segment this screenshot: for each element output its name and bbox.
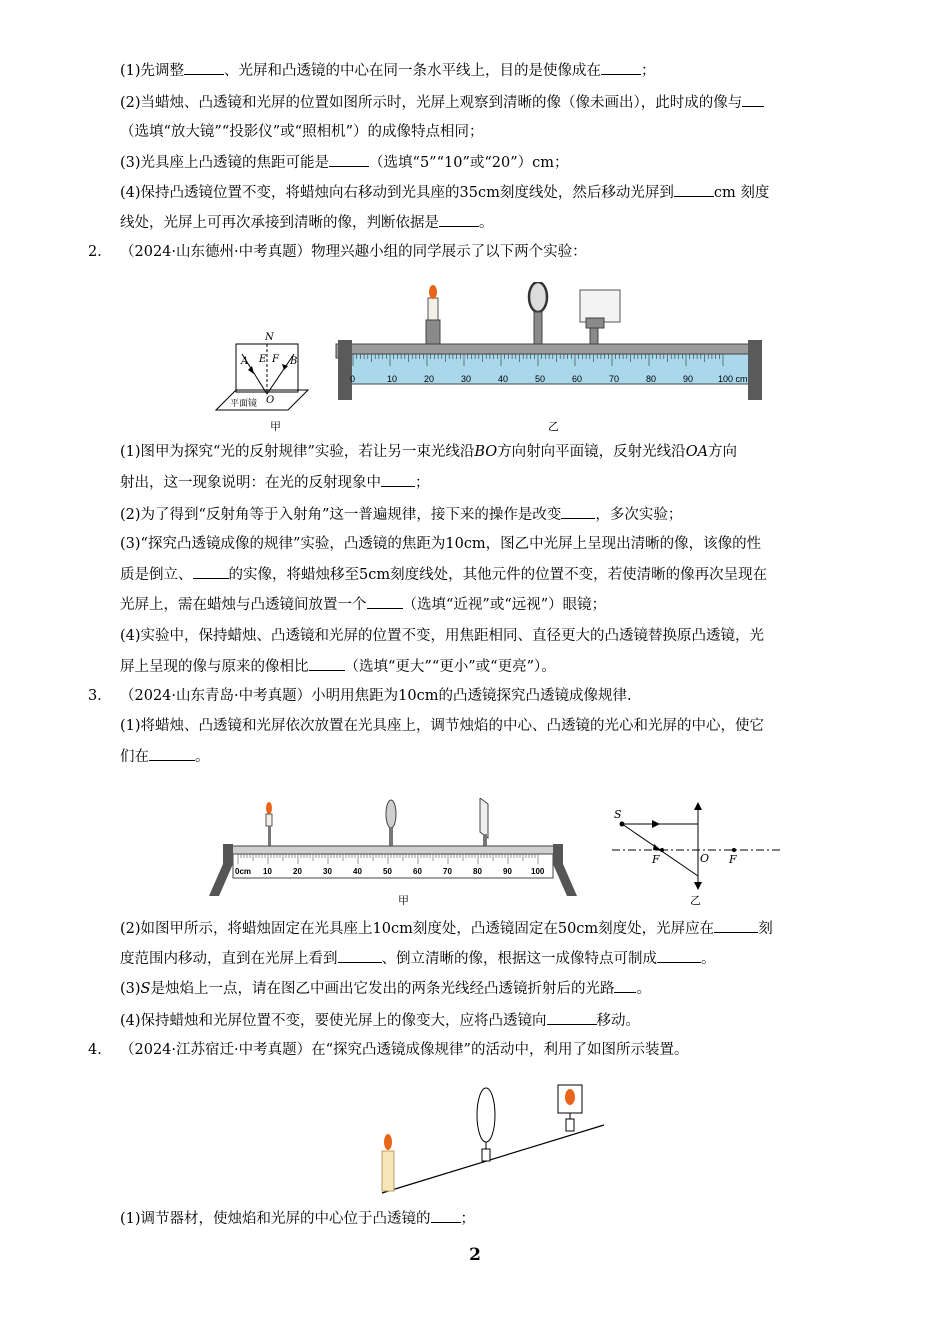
label-O: O <box>700 852 710 865</box>
q2-part2: (2)为了得到“反射角等于入射角”这一普遍规律，接下来的操作是改变 ，多次实验； <box>120 504 682 525</box>
answer-blank[interactable] <box>367 594 403 609</box>
q2-part3-line3: 光屏上，需在蜡烛与凸透镜间放置一个 （选填“近视”或“远视”）眼镜； <box>120 594 606 615</box>
question-number: 2． <box>88 244 112 260</box>
inclined-bench-figure <box>372 1075 612 1200</box>
label-F: F <box>652 853 660 866</box>
question-number: 3． <box>88 688 112 704</box>
q2-stem: （2024·山东德州·中考真题）物理兴趣小组的同学展示了以下两个实验： <box>120 244 587 260</box>
tick-label: 40 <box>498 374 509 384</box>
q3-part1-line1: (1)将蜡烛、凸透镜和光屏依次放置在光具座上，调节烛焰的中心、凸透镜的光心和光屏的中心，使它 <box>120 718 765 734</box>
q1-part2-line2: （选填“放大镜”“投影仪”或“照相机”）的成像特点相同； <box>120 124 484 140</box>
answer-blank[interactable] <box>431 1208 461 1223</box>
answer-blank[interactable] <box>657 948 701 963</box>
candle <box>382 1151 394 1191</box>
q2-part4-line1: (4)实验中，保持蜡烛、凸透镜和光屏的位置不变，用焦距相同、直径更大的凸透镜替换原凸透镜，光 <box>120 628 765 644</box>
answer-blank[interactable] <box>149 746 195 761</box>
light-screen <box>480 798 488 838</box>
tick-label: 30 <box>323 867 332 876</box>
q2-part1-line1: (1)图甲为探究“光的反射规律”实验，若让另一束光线沿BO方向射向平面镜，反射光线沿OA方向 <box>120 444 738 460</box>
tick-label: 40 <box>353 867 362 876</box>
q3-stem: （2024·山东青岛·中考真题）小明用焦距为10cm的凸透镜探究凸透镜成像规律. <box>120 688 632 704</box>
optical-bench-figure <box>320 282 775 407</box>
tick-label: 90 <box>503 867 512 876</box>
q1-part2-line1: (2)当蜡烛、凸透镜和光屏的位置如图所示时，光屏上观察到清晰的像（像未画出），此时成的像与 <box>120 92 764 113</box>
q2-part1-line2: 射出，这一现象说明：在光的反射现象中 ； <box>120 472 430 493</box>
q3-part2-line2: 度范围内移动，直到在光屏上看到 、倒立清晰的像，根据这一成像特点可制成 。 <box>120 948 716 969</box>
answer-blank[interactable] <box>601 60 641 75</box>
tick-label: 10 <box>387 374 398 384</box>
q2-part3-line2: 质是倒立、 的实像，将蜡烛移至5cm刻度线处，其他元件的位置不变，若使清晰的像再次呈现在 <box>120 564 767 585</box>
tick-label: 100 cm <box>718 374 748 384</box>
tick-label: 50 <box>383 867 392 876</box>
q3-part3: (3)S是烛焰上一点，请在图乙中画出它发出的两条光线经凸透镜折射后的光路 。 <box>120 978 651 999</box>
answer-blank[interactable] <box>561 504 595 519</box>
question-number: 4． <box>88 1042 112 1058</box>
tick-label: 70 <box>443 867 452 876</box>
figure-caption: 乙 <box>548 420 559 433</box>
tick-label: 70 <box>609 374 620 384</box>
optical-bench-figure-q3 <box>205 798 585 898</box>
tick-label: 60 <box>572 374 583 384</box>
label-A: A <box>241 356 249 367</box>
figure-caption: 甲 <box>398 894 409 907</box>
q2-part4-line2: 屏上呈现的像与原来的像相比 （选填“更大”“更小”或“更亮”）。 <box>120 656 556 677</box>
figure-caption: 乙 <box>690 894 701 907</box>
light-screen <box>580 290 620 322</box>
mirror-reflection-figure <box>208 330 318 430</box>
q2-part3-line1: (3)“探究凸透镜成像的规律”实验，凸透镜的焦距为10cm，图乙中光屏上呈现出清晰的像，该像的性 <box>120 536 762 552</box>
tick-label: 80 <box>473 867 482 876</box>
q1-part4-line1: (4)保持凸透镜位置不变，将蜡烛向右移动到光具座的35cm刻度线处，然后移动光屏到 cm 刻度 <box>120 182 769 203</box>
candle-flame <box>429 285 437 299</box>
answer-blank[interactable] <box>338 948 382 963</box>
answer-blank[interactable] <box>193 564 229 579</box>
tick-label: 0cm <box>235 867 252 876</box>
q4-stem: （2024·江苏宿迁·中考真题）在“探究凸透镜成像规律”的活动中，利用了如图所示装置。 <box>120 1042 689 1058</box>
answer-blank[interactable] <box>329 152 369 167</box>
q4-part1: (1)调节器材，使烛焰和光屏的中心位于凸透镜的 ； <box>120 1208 475 1229</box>
tick-label: 20 <box>424 374 435 384</box>
tick-label: 20 <box>293 867 302 876</box>
q1-part1: (1)先调整 、光屏和凸透镜的中心在同一条水平线上，目的是使像成在 ； <box>120 60 656 81</box>
answer-blank[interactable] <box>439 212 479 227</box>
tick-label: 80 <box>646 374 657 384</box>
tick-label: 90 <box>683 374 694 384</box>
answer-blank[interactable] <box>714 918 758 933</box>
candle-flame <box>384 1134 392 1150</box>
convex-lens <box>529 282 547 312</box>
answer-blank[interactable] <box>309 656 345 671</box>
answer-blank[interactable] <box>742 92 764 107</box>
answer-blank[interactable] <box>547 1010 597 1025</box>
answer-blank[interactable] <box>381 472 415 487</box>
q1-part3: (3)光具座上凸透镜的焦距可能是 （选填“5”“10”或“20”）cm； <box>120 152 569 173</box>
convex-lens <box>386 800 396 828</box>
label-S: S <box>614 808 622 821</box>
label-B: B <box>290 356 298 367</box>
tick-label: 10 <box>263 867 272 876</box>
tick-label: 30 <box>461 374 472 384</box>
tick-label: 0 <box>350 374 356 384</box>
mirror-label: 平面镜 <box>230 399 258 409</box>
label-F: F <box>272 354 279 365</box>
label-E: E <box>259 354 267 365</box>
figure-caption: 甲 <box>270 420 281 433</box>
q3-part4: (4)保持蜡烛和光屏位置不变，要使光屏上的像变大，应将凸透镜向 移动。 <box>120 1010 640 1031</box>
label-F: F <box>729 853 737 866</box>
tick-label: 50 <box>535 374 546 384</box>
q3-part2-line1: (2)如图甲所示，将蜡烛固定在光具座上10cm刻度处，凸透镜固定在50cm刻度处，光屏应在 刻 <box>120 918 773 939</box>
q3-part1-line2: 们在 。 <box>120 746 210 767</box>
q1-part4-line2: 线处，光屏上可再次承接到清晰的像，判断依据是 。 <box>120 212 494 233</box>
tick-label: 60 <box>413 867 422 876</box>
label-O: O <box>266 395 275 406</box>
ray-diagram-figure <box>608 800 783 890</box>
answer-blank[interactable] <box>674 182 714 197</box>
candle-flame <box>266 802 272 814</box>
convex-lens <box>477 1088 495 1142</box>
answer-blank[interactable] <box>614 978 636 993</box>
answer-blank[interactable] <box>184 60 224 75</box>
page-number: 2 <box>469 1245 481 1265</box>
label-N: N <box>265 332 274 343</box>
tick-label: 100 <box>531 867 545 876</box>
